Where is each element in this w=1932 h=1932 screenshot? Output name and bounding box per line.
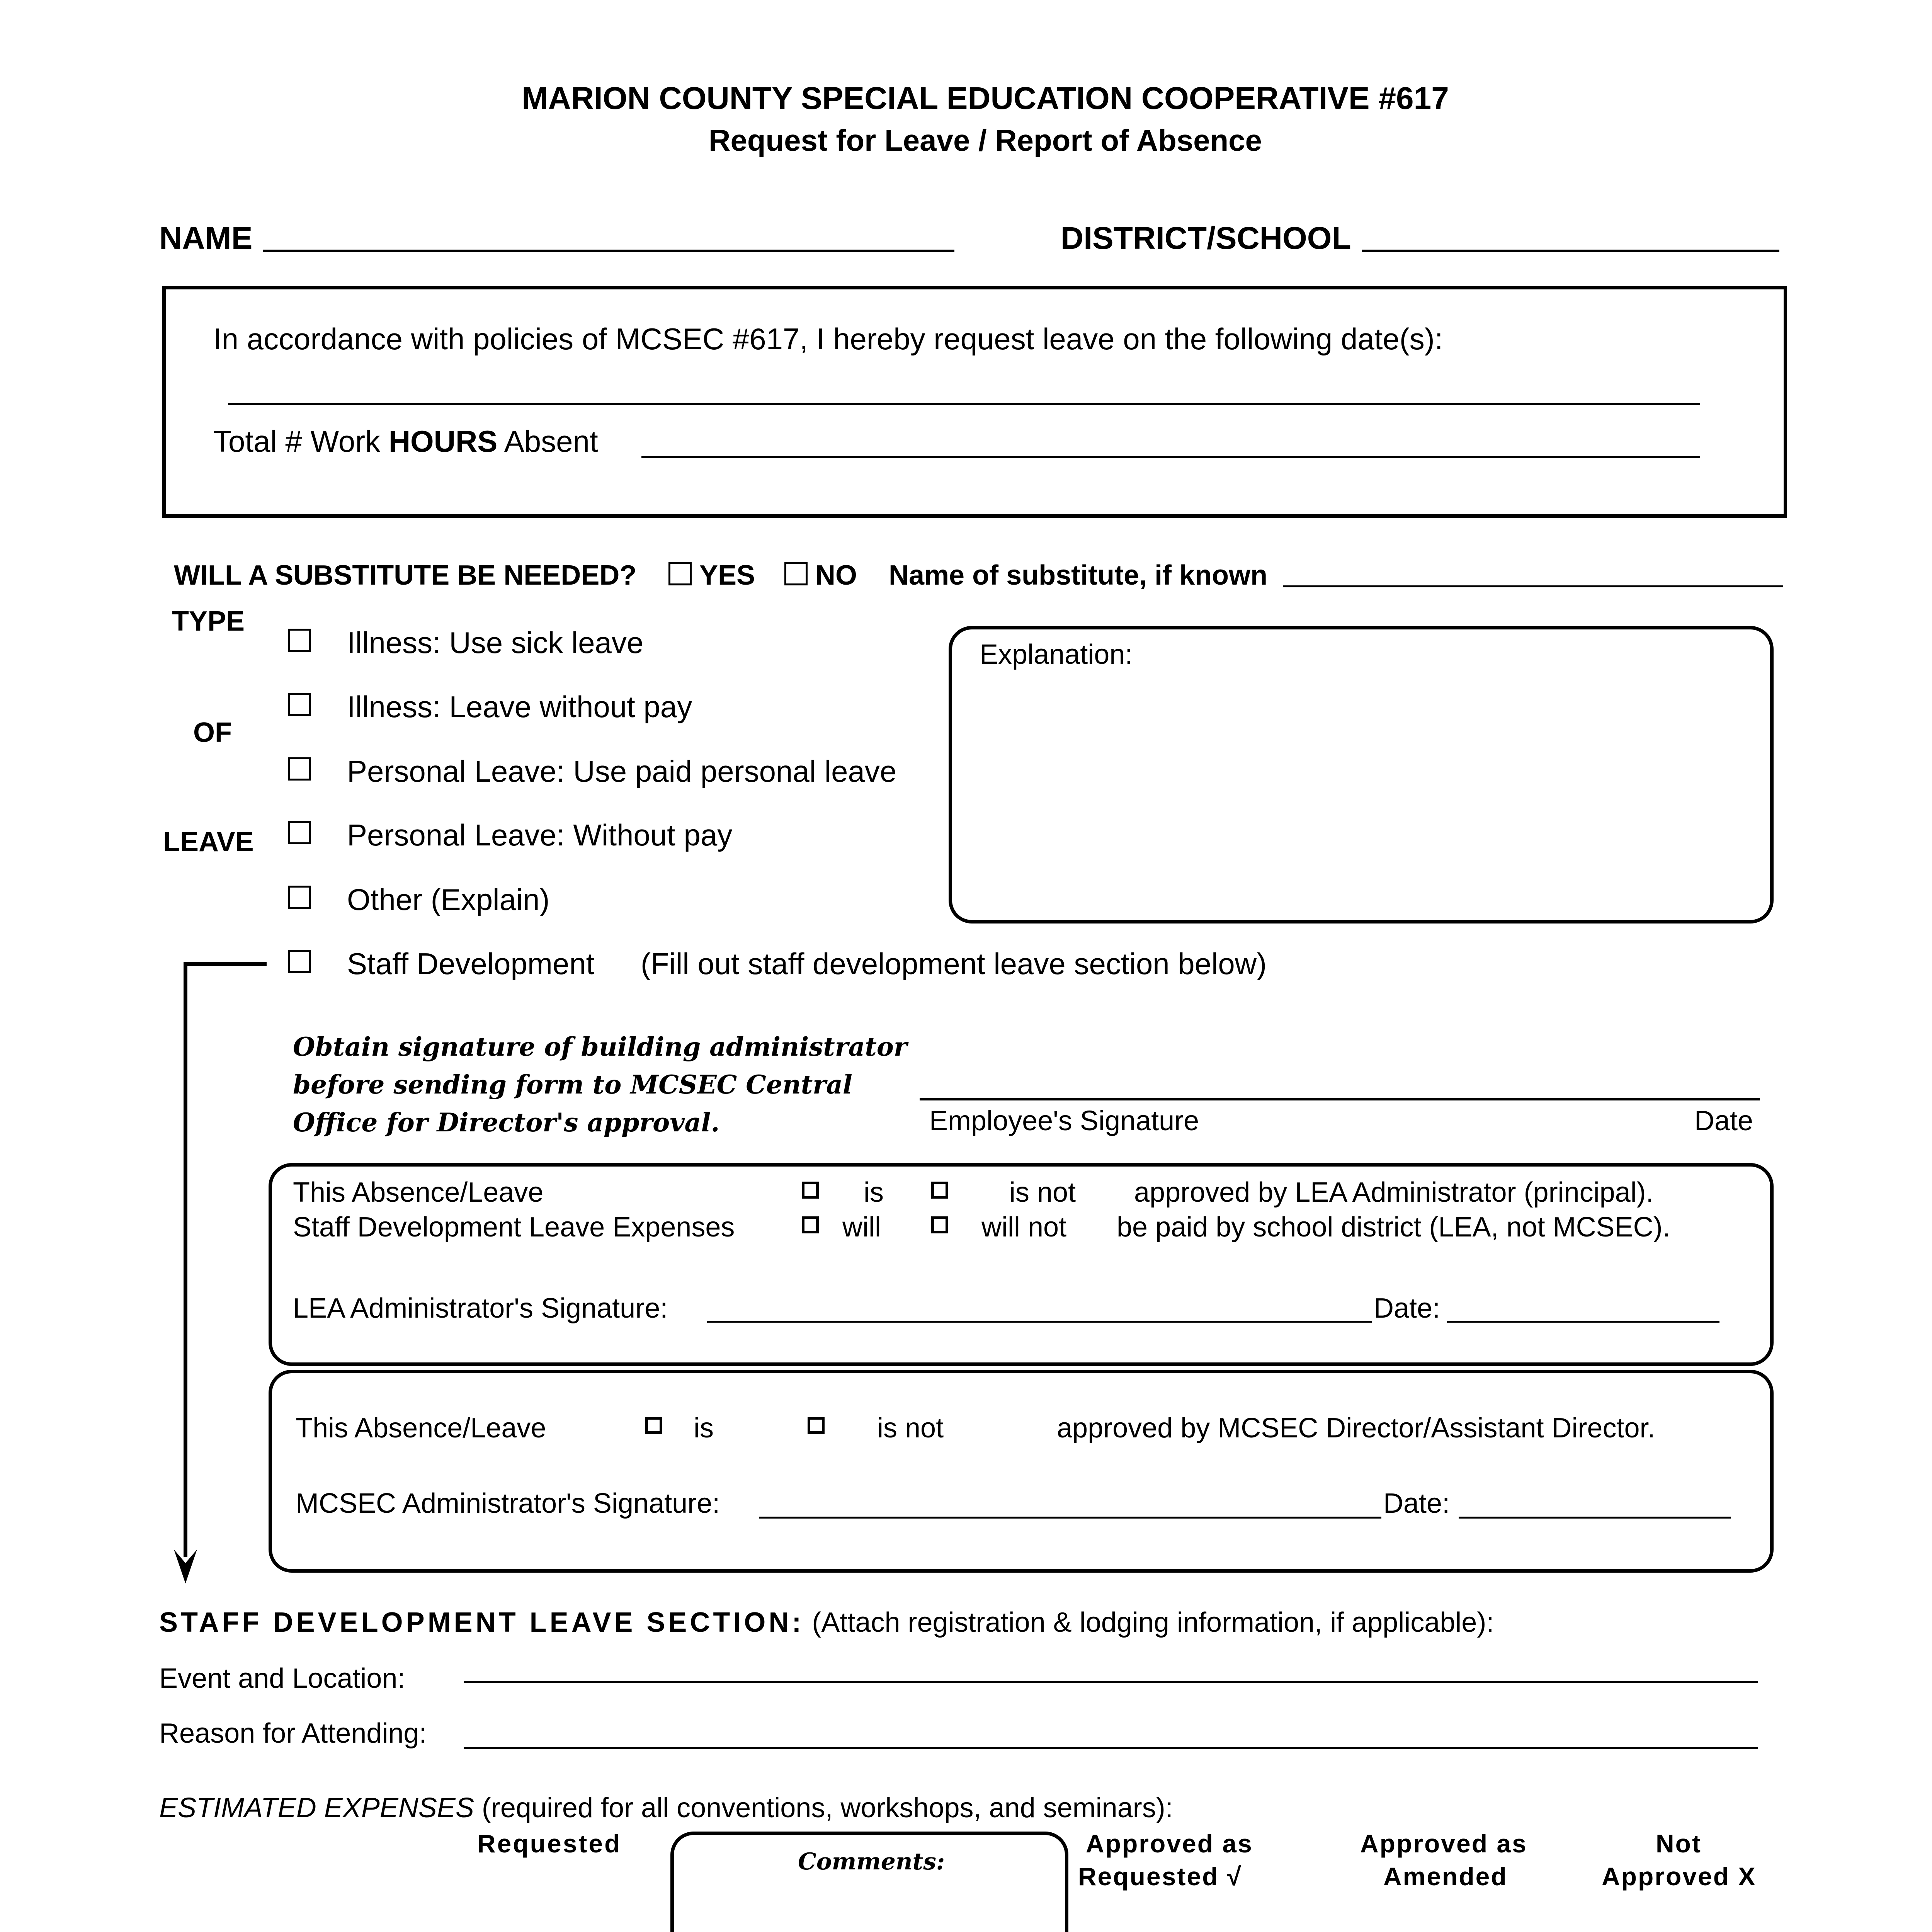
personal-paid-checkbox[interactable]	[288, 757, 311, 781]
lea-signature-field[interactable]	[707, 1321, 1372, 1323]
staff-development-label: Staff Development	[347, 947, 595, 981]
staff-development-note: (Fill out staff development leave section below)	[641, 947, 1267, 981]
col-requested-header: Requested	[477, 1829, 622, 1858]
col-approved-requested-header-1: Approved as	[1086, 1829, 1253, 1858]
lea-absence-label: This Absence/Leave	[293, 1177, 544, 1208]
mcsec-approval-box	[269, 1370, 1774, 1573]
comments-label: Comments:	[798, 1848, 945, 1875]
lea-approval-text: approved by LEA Administrator (principal).	[1134, 1177, 1654, 1208]
col-approved-requested-header-2: Requested √	[1078, 1862, 1242, 1891]
district-school-field[interactable]	[1362, 250, 1779, 252]
lea-will-checkbox[interactable]	[802, 1216, 819, 1233]
leave-label: LEAVE	[163, 827, 254, 857]
substitute-name-field[interactable]	[1283, 585, 1783, 587]
personal-paid-label: Personal Leave: Use paid personal leave	[347, 754, 897, 788]
col-approved-amended-header-1: Approved as	[1360, 1829, 1527, 1858]
mcsec-is-label: is	[694, 1413, 714, 1444]
lea-expenses-text: be paid by school district (LEA, not MCSEC).	[1117, 1212, 1670, 1243]
lea-is-label: is	[864, 1177, 884, 1208]
lea-is-not-checkbox[interactable]	[931, 1182, 948, 1199]
mcsec-signature-label: MCSEC Administrator's Signature:	[296, 1488, 720, 1519]
mcsec-is-checkbox[interactable]	[645, 1417, 662, 1434]
instruction-line-1: Obtain signature of building administrator	[293, 1032, 907, 1062]
staff-development-checkbox[interactable]	[288, 950, 311, 973]
instruction-line-2: before sending form to MCSEC Central	[293, 1070, 852, 1100]
mcsec-signature-field[interactable]	[759, 1517, 1381, 1519]
col-not-approved-header-1: Not	[1656, 1829, 1702, 1858]
mcsec-is-not-checkbox[interactable]	[808, 1417, 825, 1434]
mcsec-absence-label: This Absence/Leave	[296, 1413, 546, 1444]
lea-will-not-label: will not	[981, 1212, 1067, 1243]
employee-signature-field[interactable]	[920, 1098, 1760, 1100]
lea-will-not-checkbox[interactable]	[931, 1216, 948, 1233]
substitute-name-label: Name of substitute, if known	[889, 560, 1268, 591]
substitute-yes-label: YES	[699, 560, 755, 591]
substitute-no-checkbox[interactable]	[784, 562, 808, 585]
request-statement: In accordance with policies of MCSEC #617, I hereby request leave on the following date(s):	[213, 322, 1443, 356]
mcsec-is-not-label: is not	[877, 1413, 944, 1444]
substitute-no-label: NO	[815, 560, 857, 591]
illness-sick-leave-label: Illness: Use sick leave	[347, 626, 644, 660]
illness-without-pay-checkbox[interactable]	[288, 693, 311, 716]
district-school-label: DISTRICT/SCHOOL	[1061, 221, 1351, 256]
mcsec-date-field[interactable]	[1459, 1517, 1731, 1519]
form-org-title: MARION COUNTY SPECIAL EDUCATION COOPERATIVE #617	[522, 81, 1449, 116]
personal-without-pay-checkbox[interactable]	[288, 821, 311, 844]
col-not-approved-header-2: Approved X	[1602, 1862, 1757, 1891]
instruction-line-3: Office for Director's approval.	[293, 1107, 720, 1138]
total-hours-label: Total # Work HOURS Absent	[213, 424, 598, 458]
lea-expenses-label: Staff Development Leave Expenses	[293, 1212, 735, 1243]
staff-development-section-heading: STAFF DEVELOPMENT LEAVE SECTION: (Attach registration & lodging information, if applicable):	[159, 1607, 1494, 1638]
form-subtitle: Request for Leave / Report of Absence	[709, 123, 1262, 157]
reason-attending-field[interactable]	[464, 1747, 1758, 1749]
type-label: TYPE	[172, 606, 245, 637]
lea-is-not-label: is not	[1009, 1177, 1076, 1208]
personal-without-pay-label: Personal Leave: Without pay	[347, 818, 733, 852]
explanation-label: Explanation:	[980, 639, 1133, 670]
substitute-question: WILL A SUBSTITUTE BE NEEDED?	[174, 560, 637, 591]
event-location-field[interactable]	[464, 1681, 1758, 1683]
lea-is-checkbox[interactable]	[802, 1182, 819, 1199]
reason-attending-label: Reason for Attending:	[159, 1718, 427, 1749]
employee-signature-label: Employee's Signature	[929, 1105, 1199, 1136]
illness-sick-leave-checkbox[interactable]	[288, 629, 311, 652]
of-label: OF	[193, 717, 232, 748]
lea-date-field[interactable]	[1447, 1321, 1719, 1323]
employee-signature-date-label: Date	[1694, 1105, 1753, 1136]
col-approved-amended-header-2: Amended	[1383, 1862, 1508, 1891]
leave-request-box	[162, 286, 1787, 518]
total-hours-field[interactable]	[641, 456, 1700, 458]
comments-box[interactable]	[670, 1832, 1068, 1932]
estimated-expenses-heading: ESTIMATED EXPENSES (required for all conventions, workshops, and seminars):	[159, 1793, 1173, 1823]
other-explain-checkbox[interactable]	[288, 886, 311, 909]
leave-dates-field[interactable]	[228, 403, 1700, 405]
explanation-box[interactable]	[949, 626, 1774, 923]
staff-development-arrow-icon	[162, 954, 278, 1584]
mcsec-date-label: Date:	[1383, 1488, 1450, 1519]
lea-will-label: will	[842, 1212, 881, 1243]
lea-signature-label: LEA Administrator's Signature:	[293, 1293, 668, 1324]
lea-date-label: Date:	[1374, 1293, 1440, 1324]
name-label: NAME	[159, 221, 253, 256]
event-location-label: Event and Location:	[159, 1663, 405, 1694]
substitute-yes-checkbox[interactable]	[668, 562, 692, 585]
other-explain-label: Other (Explain)	[347, 883, 550, 917]
illness-without-pay-label: Illness: Leave without pay	[347, 690, 692, 724]
mcsec-approval-text: approved by MCSEC Director/Assistant Director.	[1057, 1413, 1655, 1444]
name-field[interactable]	[263, 250, 954, 252]
